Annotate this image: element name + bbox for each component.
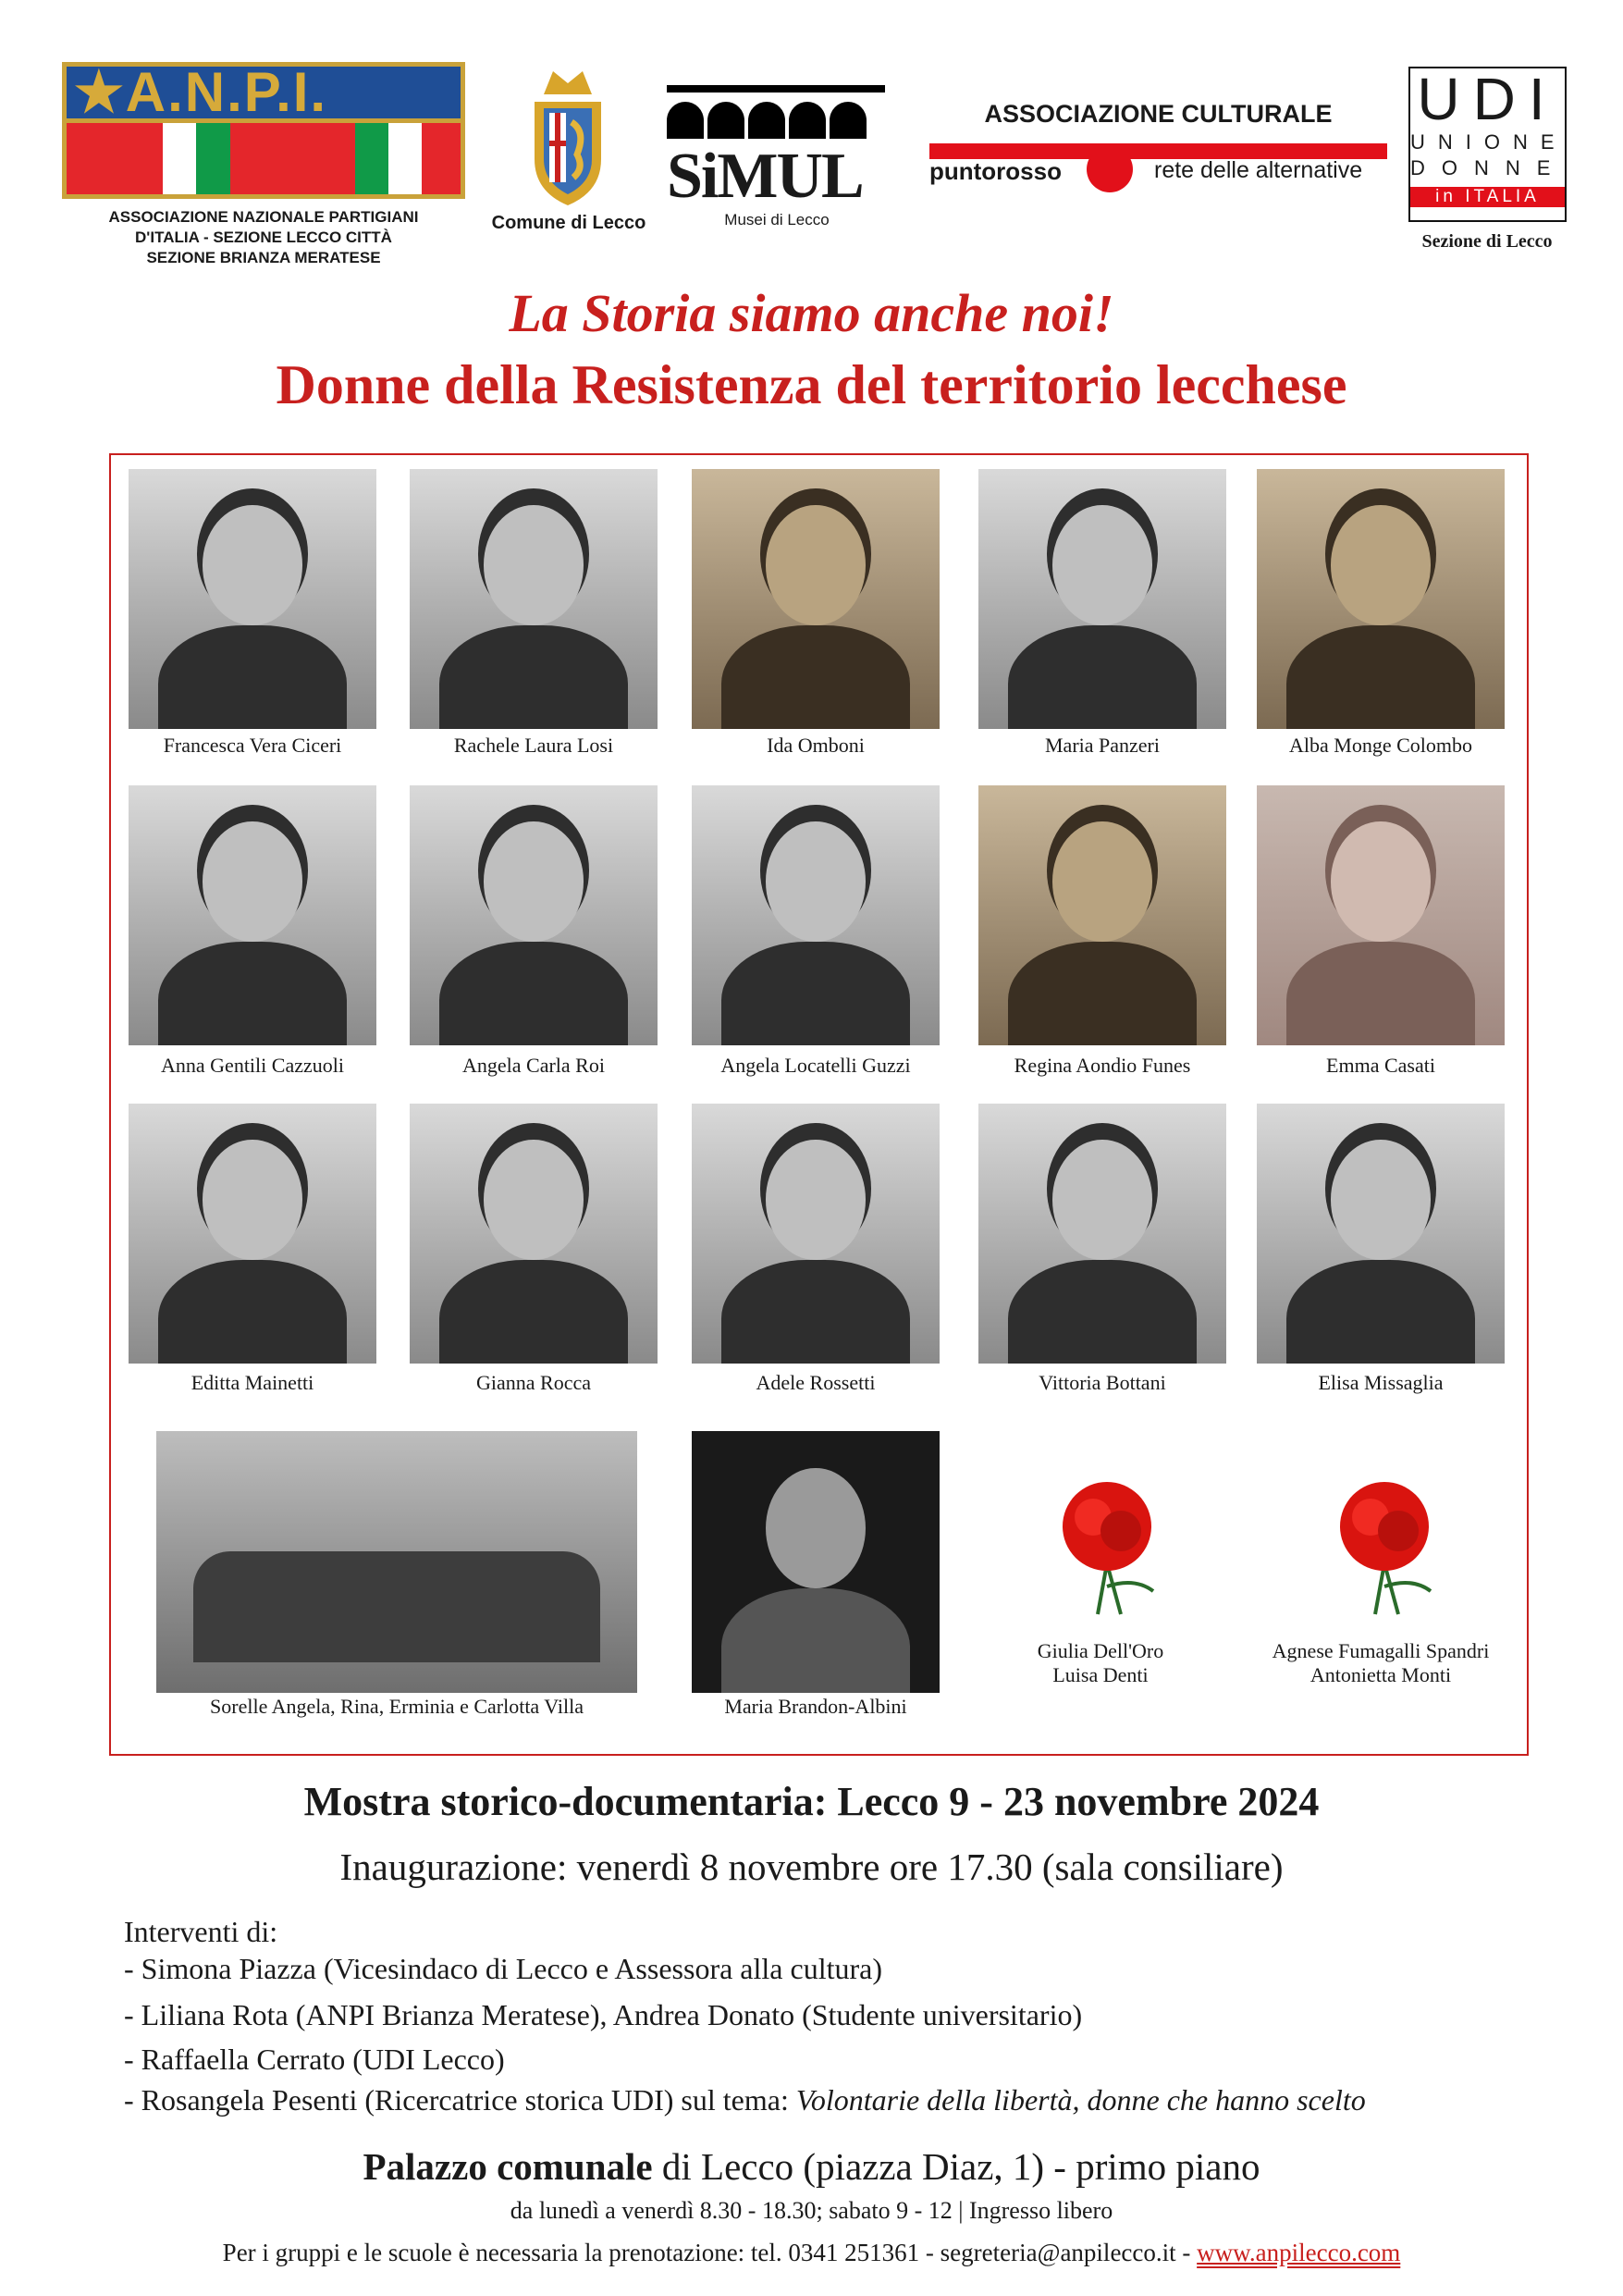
udi-caption: Sezione di Lecco xyxy=(1421,231,1553,252)
portrait-photo xyxy=(692,469,940,729)
portrait-caption: Angela Carla Roi xyxy=(462,1054,605,1077)
anpi-caption: ASSOCIAZIONE NAZIONALE PARTIGIANI D'ITALIA - SEZIONE LECCO CITTÀ SEZIONE BRIANZA MERATESE xyxy=(108,208,419,266)
portrait-photo xyxy=(1257,785,1505,1045)
event-opening: Inaugurazione: venerdì 8 novembre ore 17.30 (sala consiliare) xyxy=(339,1845,1284,1888)
group-caption: Sorelle Angela, Rina, Erminia e Carlotta Villa xyxy=(210,1695,584,1718)
speakers-label: Interventi di: xyxy=(124,1915,278,1948)
title-line2: Donne della Resistenza del territorio lecchese xyxy=(276,354,1347,415)
portrait-caption: Maria Panzeri xyxy=(1045,734,1160,757)
puntorosso-dot xyxy=(1087,146,1133,192)
puntorosso-heading: ASSOCIAZIONE CULTURALE xyxy=(984,100,1333,128)
portrait-caption: Vittoria Bottani xyxy=(1039,1371,1166,1394)
portrait-photo xyxy=(410,1104,658,1364)
red-carnation-icon xyxy=(1320,1475,1449,1623)
flower2-caption: Agnese Fumagalli Spandri Antonietta Monti xyxy=(1272,1639,1490,1686)
portrait-caption: Gianna Rocca xyxy=(476,1371,591,1394)
group-photo xyxy=(156,1431,637,1693)
portrait-caption: Angela Locatelli Guzzi xyxy=(720,1054,911,1077)
portrait-caption: Elisa Missaglia xyxy=(1318,1371,1444,1394)
anpi-logo xyxy=(62,62,465,199)
opening-hours: da lunedì a venerdì 8.30 - 18.30; sabato 9 - 12 | Ingresso libero xyxy=(510,2197,1113,2224)
portrait-caption: Ida Omboni xyxy=(767,734,865,757)
portrait-caption: Alba Monge Colombo xyxy=(1289,734,1472,757)
simul-logo: SiMUL xyxy=(667,85,885,210)
portrait-photo xyxy=(1257,469,1505,729)
flower1-caption: Giulia Dell'Oro Luisa Denti xyxy=(1037,1639,1164,1686)
portrait-photo xyxy=(410,469,658,729)
portrait-caption: Maria Brandon-Albini xyxy=(724,1695,907,1718)
portrait-photo xyxy=(1257,1104,1505,1364)
portrait-caption: Anna Gentili Cazzuoli xyxy=(161,1054,344,1077)
portrait-photo xyxy=(978,469,1226,729)
portrait-photo xyxy=(129,1104,376,1364)
venue: Palazzo comunale di Lecco (piazza Diaz, 1) - primo piano xyxy=(363,2145,1260,2188)
portrait-caption: Editta Mainetti xyxy=(191,1371,314,1394)
portrait-photo xyxy=(410,785,658,1045)
portrait-caption: Francesca Vera Ciceri xyxy=(163,734,342,757)
portrait-photo xyxy=(129,785,376,1045)
speaker-item: - Raffaella Cerrato (UDI Lecco) xyxy=(124,2043,505,2076)
anpi-mark: ★A.N.P.I. xyxy=(67,67,461,118)
portrait-photo xyxy=(978,785,1226,1045)
comune-caption: Comune di Lecco xyxy=(491,213,646,233)
udi-logo: UDI UNIONE DONNE in ITALIA xyxy=(1408,67,1567,222)
portrait-caption: Adele Rossetti xyxy=(756,1371,876,1394)
title-line1: La Storia siamo anche noi! xyxy=(509,283,1114,343)
speaker-item: - Rosangela Pesenti (Ricercatrice storica UDI) sul tema: Volontarie della libertà, donne che hanno scelto xyxy=(124,2083,1366,2117)
speaker-item: - Liliana Rota (ANPI Brianza Meratese), Andrea Donato (Studente universitario) xyxy=(124,1998,1083,2031)
portrait-photo xyxy=(692,1431,940,1693)
portrait-photo xyxy=(978,1104,1226,1364)
speaker-item: - Simona Piazza (Vicesindaco di Lecco e Assessora alla cultura) xyxy=(124,1952,882,1985)
portrait-photo xyxy=(692,1104,940,1364)
portrait-caption: Rachele Laura Losi xyxy=(453,734,614,757)
portrait-photo xyxy=(692,785,940,1045)
website-link[interactable]: www.anpilecco.com xyxy=(1197,2239,1401,2266)
portrait-caption: Regina Aondio Funes xyxy=(1014,1054,1191,1077)
event-headline: Mostra storico-documentaria: Lecco 9 - 23 novembre 2024 xyxy=(303,1779,1320,1824)
puntorosso-tagline: rete delle alternative xyxy=(1154,157,1363,183)
puntorosso-name: puntorosso xyxy=(929,157,1062,185)
red-carnation-icon xyxy=(1042,1475,1172,1623)
comune-coat-of-arms xyxy=(516,67,620,207)
portrait-caption: Emma Casati xyxy=(1326,1054,1435,1077)
portrait-photo xyxy=(129,469,376,729)
booking-info: Per i gruppi e le scuole è necessaria la prenotazione: tel. 0341 251361 - segreteria@anpilecco.it - www.anpilecco.com xyxy=(222,2239,1401,2266)
simul-caption: Musei di Lecco xyxy=(724,211,830,228)
talk-theme: Volontarie della libertà, donne che hanno scelto xyxy=(795,2083,1366,2117)
